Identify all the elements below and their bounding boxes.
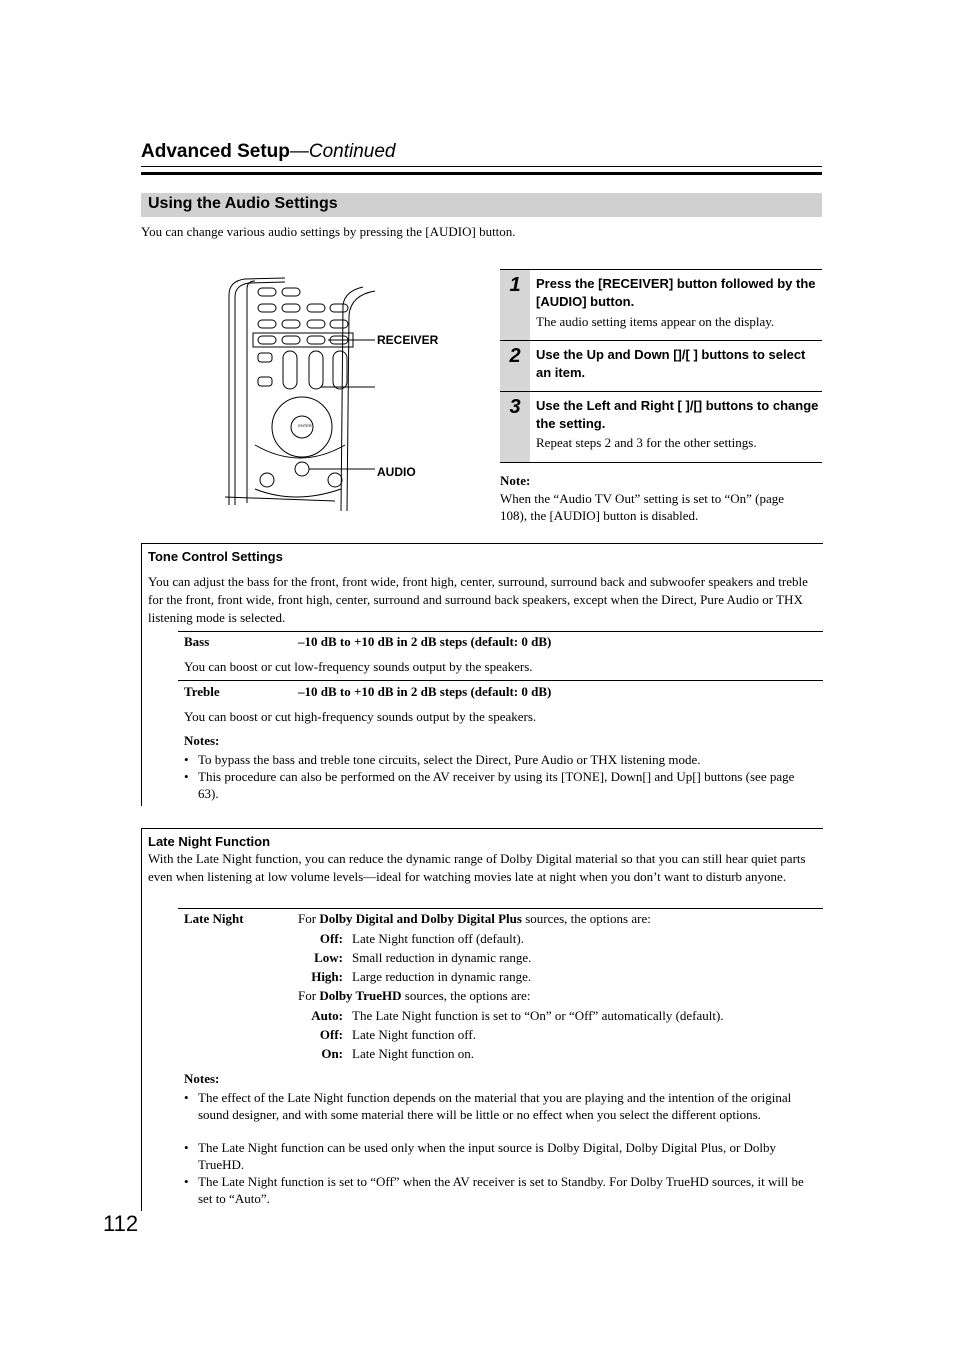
button-rows: [253, 288, 353, 347]
bass-description: You can boost or cut low-frequency sounds output by the speakers.: [184, 659, 533, 674]
late-night-notes-title: Notes:: [184, 1071, 220, 1086]
late-night-label: Late Night: [184, 911, 244, 926]
header-title: [141, 141, 396, 163]
step-3-text: Use the Left and Right [ ]/[] buttons to change the setting.: [536, 398, 819, 431]
treble-label: Treble: [184, 684, 220, 699]
header-title-text: Advanced Setup: [141, 141, 290, 162]
step-1-text: Press the [RECEIVER] button followed by the [AUDIO] button.: [536, 276, 816, 309]
hd-option-auto-key: Auto:: [311, 1008, 343, 1023]
audio-callout: AUDIO: [377, 465, 416, 479]
late-night-paragraph: With the Late Night function, you can reduce the dynamic range of Dolby Digital material so that you can still hear quiet parts even when listening at low volume levels—ideal for watching movies late at night when you don’t want to disturb anyone.: [148, 851, 806, 884]
dd-intro: [298, 911, 651, 927]
note-text: When the “Audio TV Out” setting is set to “On” (page 108), the [AUDIO] button is disabled.: [500, 491, 785, 523]
step-1-sub: The audio setting items appear on the display.: [536, 314, 775, 329]
bass-label: Bass: [184, 634, 210, 649]
tone-note-1-text: To bypass the bass and treble tone circuits, select the Direct, Pure Audio or THX listening mode.: [198, 752, 701, 767]
step-1: [500, 269, 822, 340]
note-title: Note:: [500, 473, 531, 488]
late-night-rule: [178, 908, 823, 909]
tone-paragraph: You can adjust the bass for the front, front wide, front high, center, surround, surround back and subwoofer speakers and treble for the front, front wide, front high, center, surround and surround back speakers, except when the Direct, Pure Audio or THX listening mode is selected.: [148, 574, 808, 625]
tone-notes-title: Notes:: [184, 733, 220, 748]
late-night-note-1-text: The effect of the Late Night function depends on the material that you are playing and the intention of the original sound designer, and with some material there will be little or no effect when you select the different options.: [198, 1090, 792, 1122]
bullet-glyph: •: [184, 769, 189, 784]
header-rule: [141, 166, 822, 167]
late-night-section: [141, 828, 823, 1211]
dd-intro-pre: For: [298, 911, 320, 926]
page-header: [141, 138, 822, 175]
late-night-note-3-text: The Late Night function is set to “Off” when the AV receiver is set to Standby. For Dolby TrueHD sources, it will be set to “Auto”.: [198, 1174, 804, 1206]
dd-option-low-key: Low:: [314, 950, 343, 965]
hd-intro: [298, 988, 530, 1004]
hd-option-auto-value: The Late Night function is set to “On” or “Off” automatically (default).: [352, 1008, 724, 1023]
bullet-glyph: •: [184, 1140, 189, 1155]
bullet-glyph: •: [184, 1174, 189, 1189]
receiver-callout: RECEIVER: [377, 333, 439, 347]
bullet-glyph: •: [184, 752, 189, 767]
late-night-title: Late Night Function: [148, 834, 271, 849]
section-title: Using the Audio Settings: [148, 195, 338, 212]
bullet-glyph: •: [184, 1090, 189, 1105]
hd-intro-post: sources, the options are:: [401, 988, 531, 1003]
header-continued: —Continued: [289, 141, 396, 162]
dd-intro-bold: Dolby Digital and Dolby Digital Plus: [319, 911, 522, 926]
hd-option-off-key: Off:: [319, 1027, 343, 1042]
dd-option-off-key: Off:: [319, 931, 343, 946]
tone-control-section: [141, 543, 823, 806]
dd-option-high-key: High:: [311, 969, 343, 984]
intro-text: You can change various audio settings by pressing the [AUDIO] button.: [141, 224, 516, 239]
step-1-number: 1: [500, 270, 530, 340]
dd-intro-post: sources, the options are:: [521, 911, 651, 926]
hd-option-off-value: Late Night function off.: [352, 1027, 476, 1042]
remote-control-illustration: [225, 275, 385, 515]
late-night-note-2-text: The Late Night function can be used only when the input source is Dolby Digital, Dolby Digital Plus, or Dolby TrueHD.: [198, 1140, 777, 1172]
dd-option-off-value: Late Night function off (default).: [352, 931, 524, 946]
step-3-sub: Repeat steps 2 and 3 for the other settings.: [536, 435, 757, 450]
step-2-number: 2: [500, 341, 530, 392]
tone-rule-1: [178, 631, 823, 632]
step-3: [500, 391, 822, 463]
hd-option-on-key: On:: [321, 1046, 343, 1061]
treble-range: –10 dB to +10 dB in 2 dB steps (default: 0 dB): [298, 684, 552, 699]
bass-range: –10 dB to +10 dB in 2 dB steps (default: 0 dB): [298, 634, 552, 649]
tone-note-2-text: This procedure can also be performed on the AV receiver by using its [TONE], Down[] and Up[] buttons (see page 63).: [198, 769, 795, 801]
hd-intro-bold: Dolby TrueHD: [319, 988, 402, 1003]
tone-rule-2: [178, 680, 823, 681]
hd-option-on-value: Late Night function on.: [352, 1046, 475, 1061]
tone-title: Tone Control Settings: [148, 549, 283, 564]
treble-description: You can boost or cut high-frequency sounds output by the speakers.: [184, 709, 537, 724]
dd-option-low-value: Small reduction in dynamic range.: [352, 950, 532, 965]
step-3-number: 3: [500, 392, 530, 462]
remote-enter-label: ENTER: [298, 423, 312, 428]
hd-intro-pre: For: [298, 988, 320, 1003]
step-2-text: Use the Up and Down []/[ ] buttons to select an item.: [536, 347, 806, 380]
dd-option-high-value: Large reduction in dynamic range.: [352, 969, 532, 984]
step-2: [500, 340, 822, 392]
page-number: 112: [103, 1211, 139, 1236]
section-bar: [141, 193, 822, 217]
